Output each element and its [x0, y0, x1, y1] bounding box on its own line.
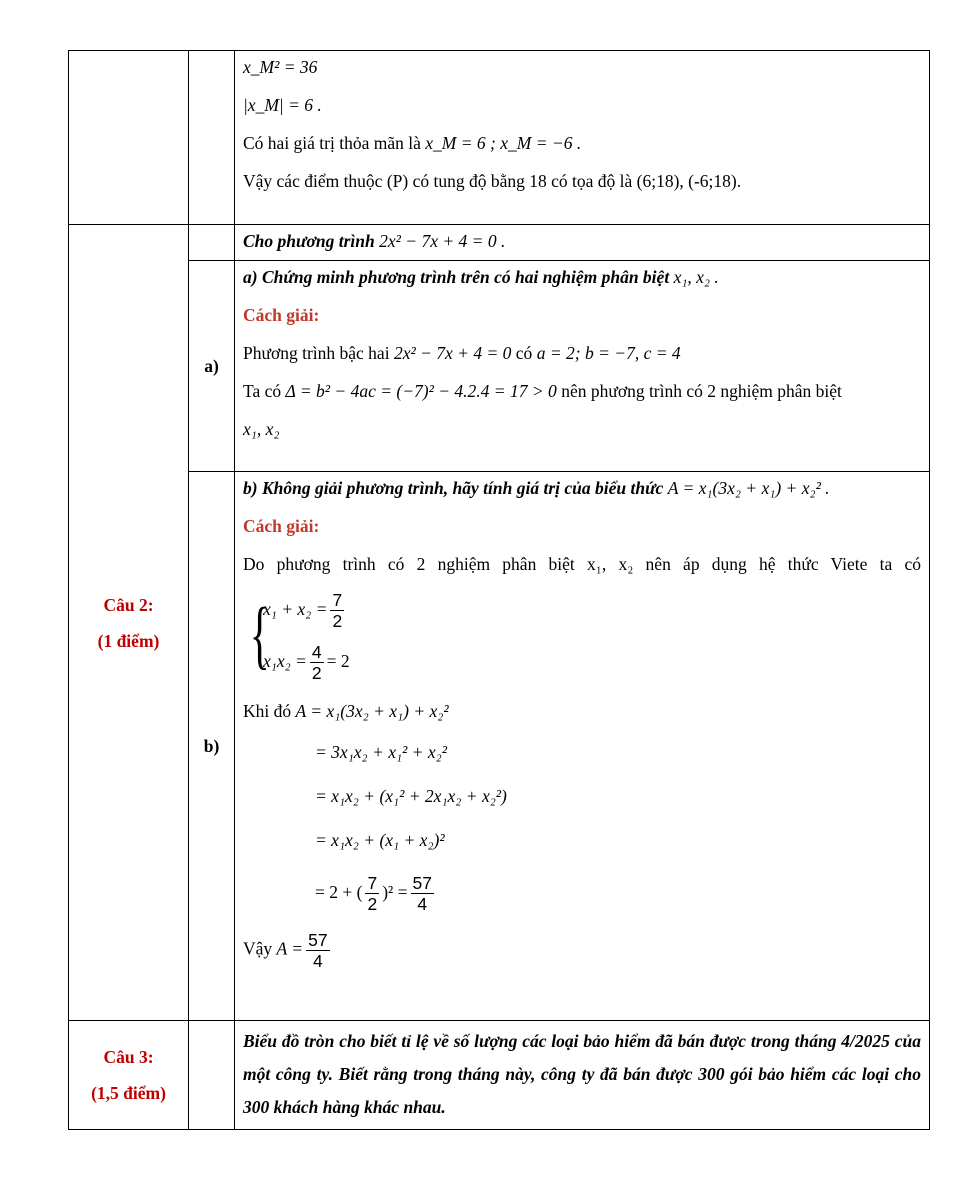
part-a-line2-text: Ta có: [243, 381, 282, 401]
q2-label-cell: [69, 225, 189, 1021]
q3-score: (1,5 điểm): [91, 1083, 166, 1103]
q2-part-a-row: [69, 261, 930, 472]
part-a-line1-mid: có: [515, 343, 533, 363]
part-b-solution-label: Cách giải:: [243, 516, 320, 536]
q3-text: Biểu đồ tròn cho biết tỉ lệ về số lượng các loại bảo hiểm đã bán được trong tháng 4/2025 của một công ty. Biết rằng trong tháng này, công ty đã bán được 300 gói bảo hiểm các loại cho 300 khách hàng khác nhau.: [243, 1031, 921, 1117]
conclusion-text: Vậy: [243, 938, 273, 959]
conclusion-den: 4: [312, 951, 323, 971]
step-2: = x₁x₂ + (x₁² + 2x₁x₂ + x₂²): [315, 786, 507, 806]
q1-part-cell: [189, 51, 235, 225]
part-a-coefficients: a = 2; b = −7, c = 4: [536, 343, 681, 363]
step-4-result: [411, 873, 434, 914]
q2-intro-part-cell: [189, 225, 235, 261]
step-3: = x₁x₂ + (x₁ + x₂)²: [315, 830, 445, 850]
q2-intro-text: Cho phương trình: [243, 231, 375, 251]
discriminant-math: Δ = b² − 4ac = (−7)² − 4.2.4 = 17 > 0: [285, 381, 557, 401]
q1-label-cell: [69, 51, 189, 225]
two-values-math: x_M = 6 ; x_M = −6 .: [425, 133, 582, 153]
part-b-expression: A = x₁(3x₂ + x₁) + x₂² .: [667, 478, 830, 498]
conclusion-math: A =: [276, 938, 304, 959]
xm-abs-eq: |x_M| = 6 .: [243, 95, 322, 115]
part-a-line1-text: Phương trình bậc hai: [243, 343, 390, 363]
sum-fraction: [330, 590, 344, 631]
product-left: x₁x₂ =: [263, 651, 307, 671]
product-num: 4: [311, 642, 322, 663]
part-a-line2-tail: nên phương trình có 2 nghiệm phân biệt: [561, 381, 842, 401]
product-den: 2: [311, 663, 322, 684]
part-b-marker: b): [189, 472, 235, 1021]
step-4-rnum: 57: [412, 873, 432, 894]
conclusion-fraction: [306, 930, 329, 971]
step-1: = 3x₁x₂ + x₁² + x₂²: [315, 742, 447, 762]
solution-table: [68, 50, 930, 1130]
q2-equation: 2x² − 7x + 4 = 0 .: [379, 231, 506, 251]
part-a-title-math: x₁, x₂ .: [673, 267, 719, 287]
sum-num: 7: [332, 590, 343, 611]
system-brace: {: [249, 593, 270, 677]
q2-intro-row: [69, 225, 930, 261]
q3-row: [69, 1021, 930, 1130]
conclusion-num: 57: [308, 930, 328, 950]
sum-left: x₁ + x₂ =: [263, 599, 328, 619]
viete-system: [247, 583, 350, 687]
part-b-title: b) Không giải phương trình, hãy tính giá trị của biểu thức: [243, 478, 664, 498]
part-a-title: a) Chứng minh phương trình trên có hai nghiệm phân biệt: [243, 267, 670, 287]
product-right: = 2: [326, 651, 350, 671]
step-4-den: 2: [367, 894, 378, 915]
part-a-line1-math: 2x² − 7x + 4 = 0: [393, 343, 512, 363]
two-values-text: Có hai giá trị thỏa mãn là: [243, 133, 421, 153]
part-a-solution-label: Cách giải:: [243, 305, 320, 325]
q1-content-cell: [235, 51, 930, 225]
step-4-fraction: [365, 873, 379, 914]
part-a-cell: [235, 261, 930, 472]
step-4-mid: )² =: [382, 882, 408, 902]
q1-tail-row: [69, 51, 930, 225]
then-math: A = x₁(3x₂ + x₁) + x₂²: [295, 701, 449, 721]
step-4-left: = 2 + (: [315, 882, 363, 902]
part-a-marker: a): [189, 261, 235, 472]
product-fraction: [310, 642, 324, 683]
q3-content-cell: [235, 1021, 930, 1130]
then-text: Khi đó: [243, 701, 292, 721]
q3-part-cell: [189, 1021, 235, 1130]
xm-squared-eq: x_M² = 36: [243, 57, 318, 77]
q2-intro-cell: [235, 225, 930, 261]
step-4-rden: 4: [417, 894, 428, 915]
viete-intro: Do phương trình có 2 nghiệm phân biệt x₁, x₂ nên áp dụng hệ thức Viete ta có: [243, 554, 921, 574]
step-4-num: 7: [367, 873, 378, 894]
q3-label-cell: [69, 1021, 189, 1130]
q2-label: Câu 2:: [103, 594, 154, 615]
derivation-steps: [315, 730, 929, 922]
q2-score: (1 điểm): [97, 630, 160, 651]
q3-label: Câu 3:: [103, 1047, 154, 1067]
q2-part-b-row: [69, 472, 930, 1021]
sum-den: 2: [332, 611, 343, 632]
part-b-cell: [235, 472, 930, 1021]
roots-notation: x₁, x₂: [243, 419, 280, 439]
q1-conclusion: Vậy các điểm thuộc (P) có tung độ bằng 18 có tọa độ là (6;18), (-6;18).: [243, 171, 742, 191]
